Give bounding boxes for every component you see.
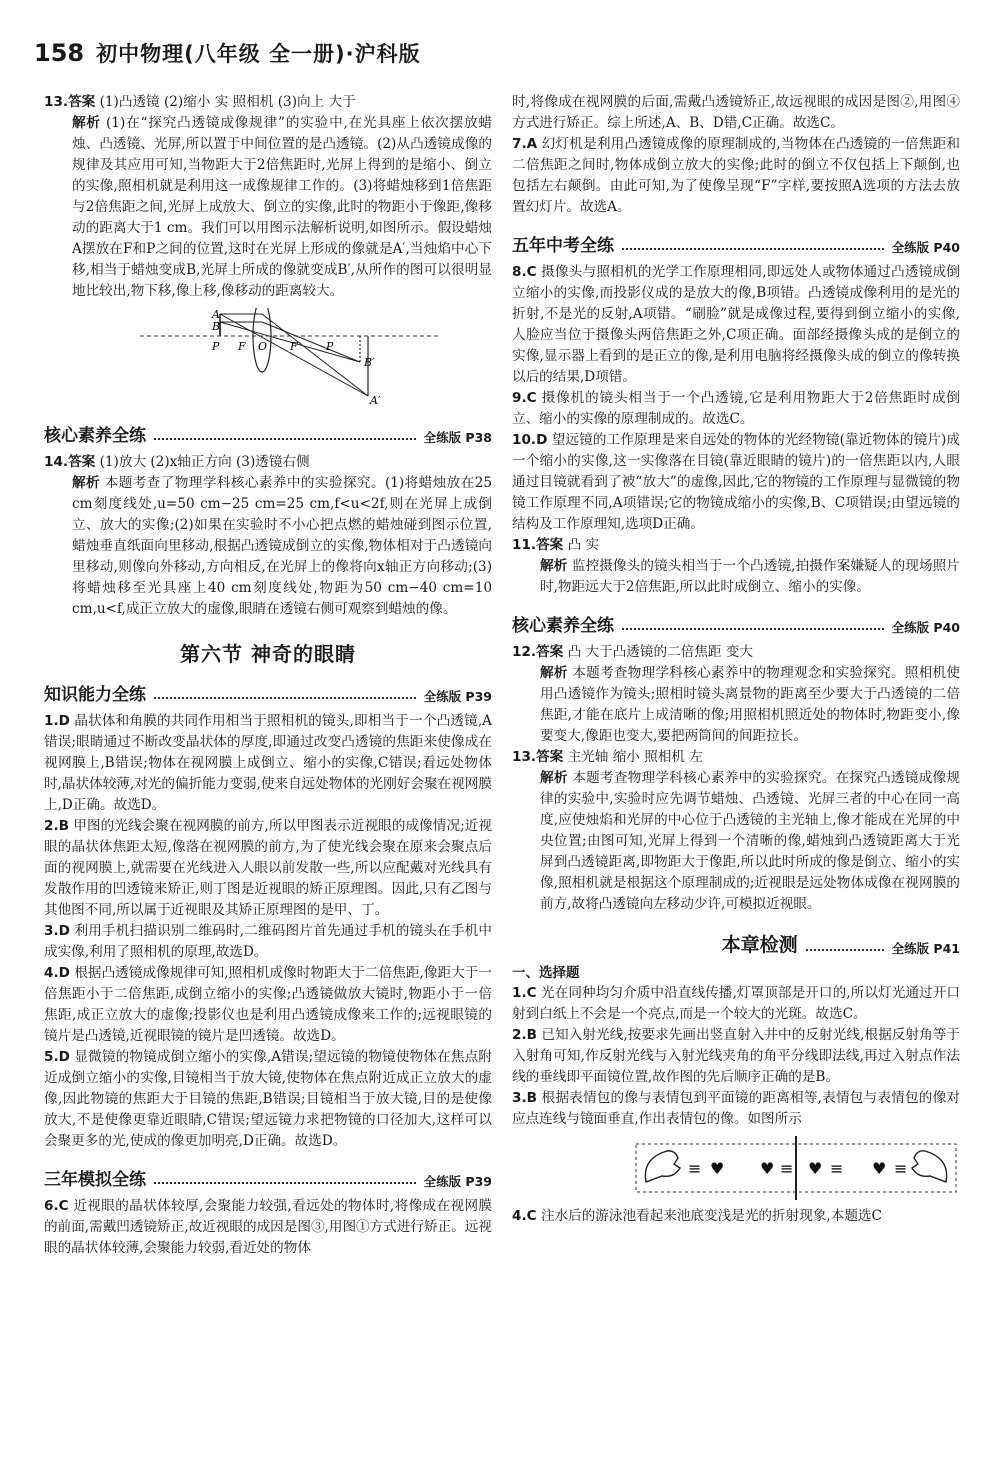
answer-12 — [512, 642, 960, 663]
chapter-test-heading — [512, 929, 960, 957]
section-page-ref: 全练版 P41 — [891, 941, 960, 956]
explanation-label: 解析 — [72, 475, 101, 491]
dotted-leader — [154, 1182, 416, 1184]
section-page-ref: 全练版 P39 — [423, 689, 492, 704]
question-6-continued: 时,将像成在视网膜的后面,需戴凸透镜矫正,故远视眼的成因是图②,用图④方式进行矫正。综上所述,A、B、D错,C正确。故选C。 — [512, 94, 960, 131]
section-page-ref: 全练版 P40 — [891, 620, 960, 635]
explanation-13-right — [512, 768, 960, 915]
question-10 — [512, 430, 960, 535]
question-label: 6.C — [44, 1198, 69, 1214]
section-page-ref: 全练版 P40 — [891, 240, 960, 255]
question-label: 9.C — [512, 390, 537, 406]
question-label: 2.B — [512, 1027, 537, 1043]
answer-label: 13.答案 — [512, 749, 564, 765]
question-text: 根据凸透镜成像规律可知,照相机成像时物距大于二倍焦距,像距大于一倍焦距小于二倍焦距,成倒立缩小的实像;凸透镜做放大镜时,物距小于一倍焦距,成正立放大的虚像;投影仪也是利用凸透镜成像来工作的;远视眼镜的镜片是凸透镜,近视眼镜的镜片是凹透镜。故选D。 — [44, 965, 493, 1044]
section-heading — [512, 230, 960, 256]
test-question-3 — [512, 1088, 960, 1130]
label-P: P — [212, 340, 220, 353]
svg-text:♥: ♥ — [872, 1159, 887, 1178]
explanation-label: 解析 — [72, 115, 101, 131]
question-9 — [512, 388, 960, 430]
question-label: 2.B — [44, 818, 69, 834]
chapter-title: 第六节 神奇的眼睛 — [180, 642, 356, 666]
explanation-label: 解析 — [540, 770, 568, 786]
question-label: 10.D — [512, 432, 548, 448]
question-text: 近视眼的晶状体较厚,会聚能力较强,看远处的物体时,将像成在视网膜的前面,需戴凹透镜矫正,故近视眼的成因是图③,用图①方式进行矫正。远视眼的晶状体较薄,会聚能力较弱,看近处的物体 — [44, 1198, 492, 1256]
label-F-left: F — [238, 340, 246, 353]
section-title: 本章检测 — [721, 934, 798, 956]
answer-label: 13.答案 — [44, 94, 96, 110]
question-text: 摄像头与照相机的光学工作原理相同,即远处人或物体通过凸透镜成倒立缩小的实像,而投影仪成的是放大的像,B项错。凸透镜成像利用的是光的折射,不是光的反射,A项错。“刷脸”就是成像过程,要得到倒立缩小的实像,人脸应当位于摄像头两倍焦距之外,C项正确。面部经摄像头成的是倒立的实像,显示器上看到的是正立的像,是利用电脑将经摄像头成的倒立的像转换以后的结果,D项错。 — [512, 264, 960, 385]
question-3 — [44, 921, 492, 963]
explanation-13 — [44, 113, 492, 302]
answer-label: 12.答案 — [512, 644, 564, 660]
answer-text: (1)放大 (2)x轴正方向 (3)透镜右侧 — [99, 454, 310, 470]
dotted-leader — [622, 628, 884, 630]
answer-label: 14.答案 — [44, 454, 96, 470]
page-number: 158 — [34, 39, 85, 67]
section-title: 五年中考全练 — [512, 236, 614, 256]
question-label: 1.C — [512, 985, 537, 1001]
answer-text: 主光轴 缩小 照相机 左 — [567, 749, 703, 765]
explanation-text: (1)在“探究凸透镜成像规律”的实验中,在光具座上依次摆放蜡烛、凸透镜、光屏,所以置于中间位置的是凸透镜。(2)从凸透镜成像的规律及其应用可知,当物距大于2倍焦距时,光屏上得到的是缩小、倒立的实像,照相机就是利用这一成像规律工作的。(3)将蜡烛移到1倍焦距与2倍焦距之间,光屏上成放大、倒立的实像,此时的物距小于像距,像移动的距离大于1 cm。我们可以用图示法解析说明,如图所示。假设蜡烛A摆放在F和P之间的位置,这时在光屏上形成的像就是A′,当烛焰中心下移,相当于蜡烛变成B,光屏上所成的像就变成B′,从所作的图可以很明显地比较出,物下移,像上移,像移动的距离较大。 — [72, 115, 492, 299]
label-B-prime: B′ — [364, 356, 375, 369]
test-question-1 — [512, 983, 960, 1025]
question-label: 3.D — [44, 923, 70, 939]
question-text: 根据表情包的像与表情包到平面镜的距离相等,表情包与表情包的像对应点连线与镜面垂直,作出表情包的像。如图所示 — [512, 1090, 960, 1127]
dotted-leader — [622, 248, 884, 250]
section-title: 核心素养全练 — [44, 426, 146, 446]
svg-text:≡: ≡ — [780, 1159, 794, 1178]
answer-label: 11.答案 — [512, 537, 564, 553]
mirror-emoji-diagram — [632, 1136, 962, 1200]
explanation-text: 监控摄像头的镜头相当于一个凸透镜,拍摄作案嫌疑人的现场照片时,物距远大于2倍焦距,所以此时成倒立、缩小的实像。 — [540, 558, 960, 595]
answer-text: 凸 实 — [567, 537, 600, 553]
section-page-ref: 全练版 P39 — [423, 1174, 492, 1189]
explanation-text: 本题考查了物理学科核心素养中的实验探究。(1)将蜡烛放在25 cm刻度线处,u=50 cm−25 cm=25 cm,f<u<2f,则在光屏上成倒立、放大的实像;(2)如果在实验时不小心把点燃的蜡烛碰到图示位置,蜡烛垂直纸面向里移动,根据凸透镜成倒立的实像,物体相对于凸透镜向里移动,则像向外移动,方向相反,在光屏上的像将向x轴正方向移动;(3)将蜡烛移至光具座上40 cm刻度线处,物距为50 cm−40 cm=10 cm,u<f,成正立放大的虚像,眼睛在透镜右侧可观察到蜡烛的像。 — [72, 475, 493, 617]
answer-text: 凸 大于凸透镜的二倍焦距 变大 — [567, 644, 753, 660]
question-2 — [44, 816, 492, 921]
left-column — [44, 92, 492, 1259]
question-5 — [44, 1047, 492, 1152]
question-text: 摄像机的镜头相当于一个凸透镜,它是利用物距大于2倍焦距时成倒立、缩小的实像的原理制成的。故选C。 — [512, 390, 960, 427]
section-page-ref: 全练版 P38 — [423, 430, 492, 445]
section-title: 三年模拟全练 — [44, 1170, 146, 1190]
label-O: O — [258, 340, 268, 353]
question-8 — [512, 262, 960, 388]
section-title: 核心素养全练 — [512, 616, 614, 636]
question-text: 注水后的游泳池看起来池底变浅是光的折射现象,本题选C — [540, 1208, 882, 1224]
svg-text:♥: ♥ — [808, 1159, 823, 1178]
label-P-right: P — [326, 340, 334, 353]
question-label: 1.D — [44, 713, 70, 729]
explanation-12 — [512, 663, 960, 747]
subsection-heading: 一、选择题 — [512, 965, 580, 981]
question-label: 7.A — [512, 136, 538, 152]
explanation-label: 解析 — [540, 558, 568, 574]
svg-text:≡: ≡ — [894, 1159, 908, 1178]
section-heading — [512, 610, 960, 636]
explanation-14 — [44, 473, 492, 620]
explanation-text: 本题考查物理学科核心素养中的物理观念和实验探究。照相机使用凸透镜作为镜头;照相时镜头离景物的距离至少要大于凸透镜的二倍焦距,才能在底片上成清晰的像;用照相机照近处的物体时,物距变小,像要变大,像距也变大,要把两筒间的间距拉长。 — [540, 665, 961, 744]
dotted-leader — [806, 949, 884, 951]
explanation-label: 解析 — [540, 665, 568, 681]
section-heading — [44, 1164, 492, 1190]
lens-ray-diagram — [140, 308, 440, 408]
section-heading — [44, 679, 492, 705]
test-question-2 — [512, 1025, 960, 1088]
test-question-4 — [512, 1206, 960, 1227]
label-F-right: F — [290, 340, 298, 353]
answer-13 — [44, 92, 492, 113]
svg-text:≡: ≡ — [688, 1159, 702, 1178]
question-7 — [512, 134, 960, 218]
section-heading — [44, 420, 492, 446]
question-4 — [44, 963, 492, 1047]
question-label: 3.B — [512, 1090, 537, 1106]
dotted-leader — [154, 438, 416, 440]
question-text: 甲图的光线会聚在视网膜的前方,所以甲图表示近视眼的成像情况;近视眼的晶状体焦距太短,像落在视网膜的前方,为了使光线会聚在原来会聚点后面的视网膜上,就需要在光线进入人眼以前发散一些,所以应配戴对光线具有发散作用的凹透镜来矫正,则丁图是近视眼的矫正原理图。因此,只有乙图与其他图不同,所以属于近视眼及其矫正原理图的是甲、丁。 — [44, 818, 492, 918]
question-text: 幻灯机是利用凸透镜成像的原理制成的,当物体在凸透镜的一倍焦距和二倍焦距之间时,物体成倒立放大的实像;此时的倒立不仅包括上下颠倒,也包括左右颠倒。由此可知,为了使像呈现“F”字样,要按照A选项的方法去放置幻灯片。故选A。 — [512, 136, 960, 215]
svg-text:♥: ♥ — [760, 1159, 775, 1178]
question-text: 显微镜的物镜成倒立缩小的实像,A错误;望远镜的物镜使物体在焦点附近成倒立缩小的实像,目镜相当于放大镜,使物体在焦点附近成正立放大的虚像,因此物镜的焦距大于目镜的焦距,B错误;目镜相当于放大镜,目的是使像放大,不是使像更靠近眼睛,C错误;望远镜力求把物镜的口径加大,这样可以会聚更多的光,使成的像更加明亮,D正确。故选D。 — [44, 1049, 492, 1149]
svg-text:♥: ♥ — [710, 1159, 725, 1178]
label-A-prime: A′ — [370, 394, 381, 407]
svg-text:≡: ≡ — [830, 1159, 844, 1178]
question-label: 4.C — [512, 1208, 537, 1224]
answer-11 — [512, 535, 960, 556]
question-label: 8.C — [512, 264, 537, 280]
book-title: 初中物理(八年级 全一册)·沪科版 — [96, 42, 421, 66]
label-B: B — [212, 320, 221, 333]
right-column — [512, 92, 960, 1227]
dotted-leader — [154, 697, 416, 699]
question-label: 4.D — [44, 965, 70, 981]
question-text: 望远镜的工作原理是来自远处的物体的光经物镜(靠近物体的镜片)成一个缩小的实像,这一实像落在目镜(靠近眼睛的镜片)的一倍焦距以内,人眼通过目镜就看到了被“放大”的虚像,因此,它的物镜的工作原理与显微镜的物镜工作原理不同,A项错误;它的物镜成缩小的实像,B、C项错误;由望远镜的结构及工作原理知,选项D正确。 — [512, 432, 960, 532]
question-1 — [44, 711, 492, 816]
question-text: 光在同种均匀介质中沿直线传播,灯罩顶部是开口的,所以灯光通过开口射到白纸上不会是一个亮点,而是一个较大的光斑。故选C。 — [512, 985, 960, 1022]
answer-14 — [44, 452, 492, 473]
page-header — [34, 38, 421, 72]
label-A: A — [212, 308, 220, 321]
question-text: 晶状体和角膜的共同作用相当于照相机的镜头,即相当于一个凸透镜,A错误;眼睛通过不断改变晶状体的厚度,即通过改变凸透镜的焦距来使像成在视网膜上,B错误;物体在视网膜上成倒立、缩小的实像,C错误;看远处物体时,晶状体较薄,对光的偏折能力变弱,使来自远处物体的光刚好会聚在视网膜上,D正确。故选D。 — [44, 713, 492, 813]
explanation-11 — [512, 556, 960, 598]
answer-text: (1)凸透镜 (2)缩小 实 照相机 (3)向上 大于 — [99, 94, 356, 110]
question-6 — [44, 1196, 492, 1259]
explanation-text: 本题考查物理学科核心素养中的实验探究。在探究凸透镜成像规律的实验中,实验时应先调节蜡烛、凸透镜、光屏三者的中心在同一高度,应使烛焰和光屏的中心位于凸透镜的主光轴上,像才能成在光屏的中央位置;由图可知,光屏上得到一个清晰的像,蜡烛到凸透镜距离大于光屏到凸透镜距离,即物距大于像距,所以此时所成的像是倒立、缩小的实像,照相机就是根据这个原理制成的;近视眼是远处物体成像在视网膜的前方,故将凸透镜向左移动少许,可模拟近视眼。 — [540, 770, 961, 912]
question-text: 利用手机扫描识别二维码时,二维码图片首先通过手机的镜头在手机中成实像,利用了照相机的原理,故选D。 — [44, 923, 492, 960]
answer-13-right — [512, 747, 960, 768]
question-label: 5.D — [44, 1049, 70, 1065]
section-title: 知识能力全练 — [44, 685, 146, 705]
question-text: 已知入射光线,按要求先画出竖直射入井中的反射光线,根据反射角等于入射角可知,作反射光线与入射光线夹角的角平分线即法线,再过入射点作法线的垂线即平面镜位置,故作图的先后顺序正确的是B。 — [512, 1027, 961, 1085]
